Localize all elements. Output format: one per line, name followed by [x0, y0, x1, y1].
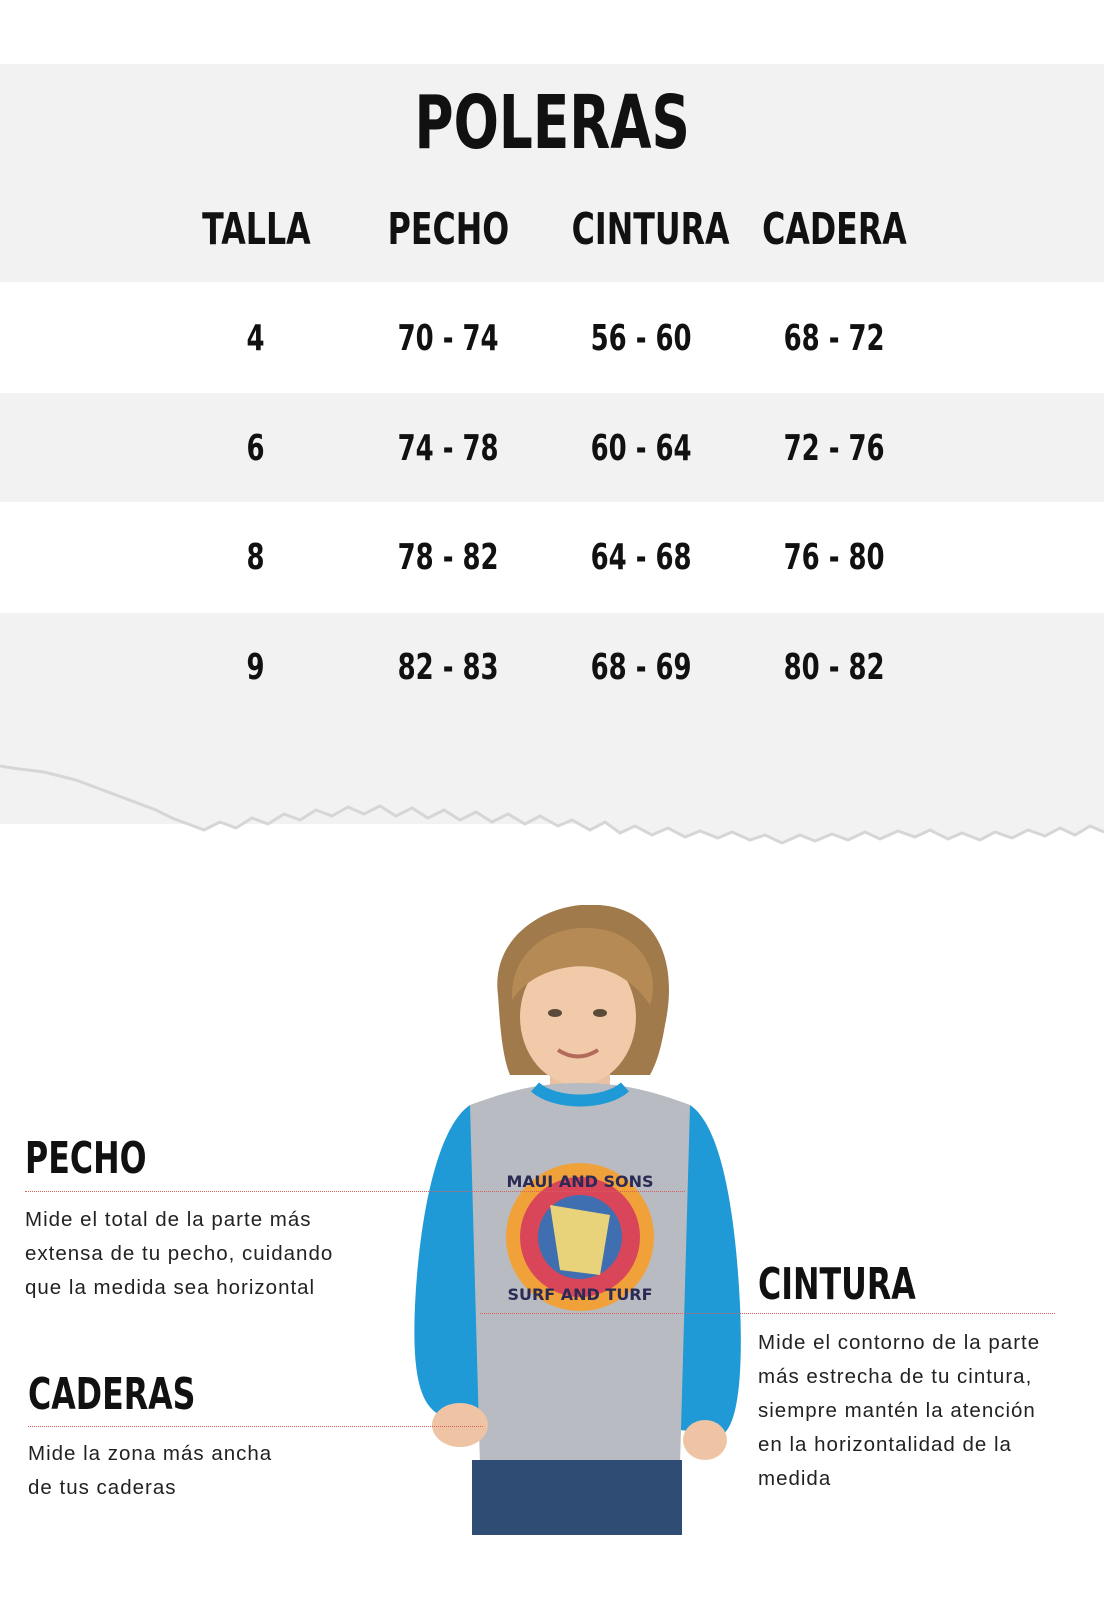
header-talla: TALLA — [201, 204, 311, 255]
table-cell: 78 - 82 — [397, 537, 499, 578]
table-cell: 76 - 80 — [783, 537, 885, 578]
shirt-print-top: MAUI AND SONS — [506, 1172, 654, 1191]
shirt-print-bottom: SURF AND TURF — [507, 1285, 653, 1304]
child-model-photo — [410, 905, 750, 1535]
table-title: POLERAS — [414, 80, 690, 166]
guide-cintura-title: CINTURA — [758, 1259, 916, 1310]
guide-caderas-text: Mide la zona más ancha de tus caderas — [28, 1442, 273, 1499]
header-cintura: CINTURA — [571, 204, 730, 255]
guide-caderas-line — [28, 1426, 483, 1427]
table-cell: 70 - 74 — [397, 318, 499, 359]
table-cell: 6 — [246, 428, 266, 469]
torn-paper-edge — [0, 740, 1104, 870]
table-cell: 9 — [246, 647, 266, 688]
header-cadera: CADERA — [762, 204, 907, 255]
table-cell: 8 — [246, 537, 266, 578]
table-cell: 82 - 83 — [397, 647, 499, 688]
table-cell: 72 - 76 — [783, 428, 885, 469]
guide-cintura-line — [480, 1313, 1055, 1314]
guide-pecho-title: PECHO — [25, 1133, 147, 1184]
table-cell: 4 — [246, 318, 266, 359]
table-cell: 68 - 69 — [590, 647, 692, 688]
table-cell: 74 - 78 — [397, 428, 499, 469]
header-pecho: PECHO — [387, 204, 509, 255]
table-cell: 68 - 72 — [783, 318, 885, 359]
guide-pecho-text: Mide el total de la parte más extensa de tu pecho, cuidando que la medida sea horizontal — [25, 1208, 334, 1299]
table-cell: 80 - 82 — [783, 647, 885, 688]
table-cell: 56 - 60 — [590, 318, 692, 359]
table-cell: 64 - 68 — [590, 537, 692, 578]
guide-cintura-text: Mide el contorno de la parte más estrecha de tu cintura, siempre mantén la atención en la horizontalidad de la medida — [758, 1331, 1041, 1490]
guide-caderas-title: CADERAS — [28, 1369, 196, 1420]
table-cell: 60 - 64 — [590, 428, 692, 469]
guide-pecho-line — [25, 1191, 685, 1192]
